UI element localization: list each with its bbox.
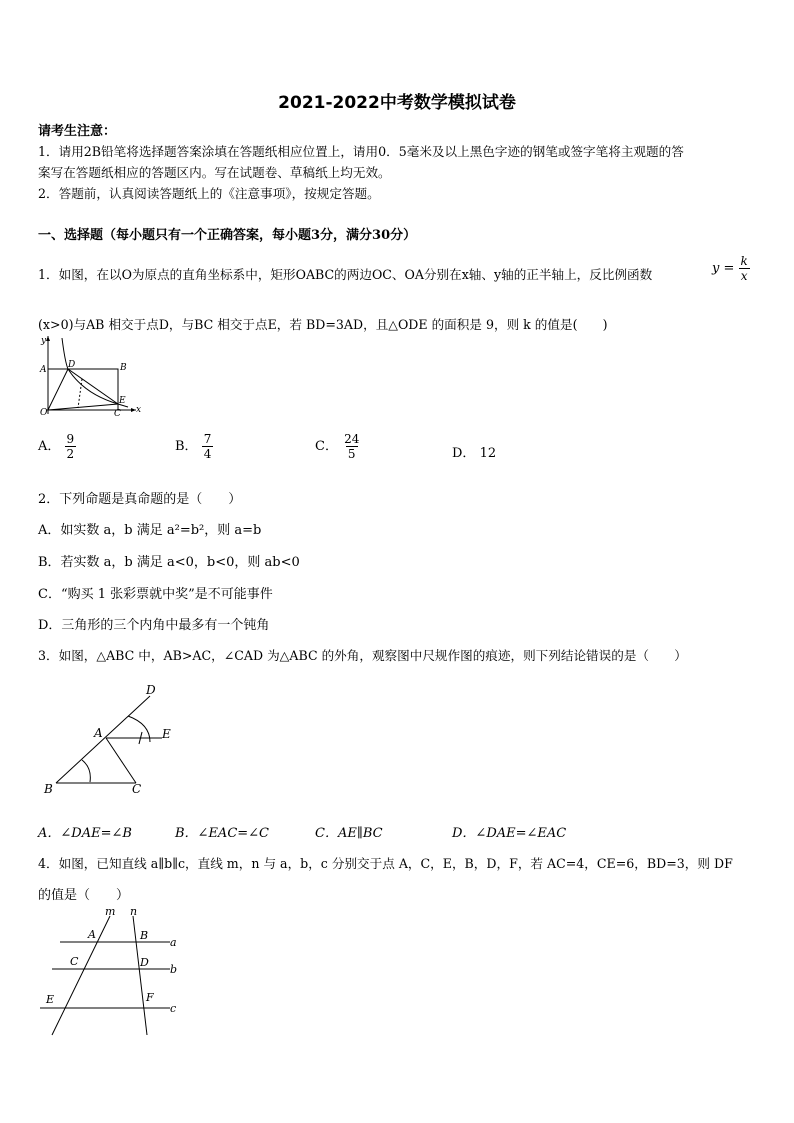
q1-segment-de bbox=[68, 369, 118, 404]
section-heading: 一、选择题（每小题只有一个正确答案，每小题3分，满分30分） bbox=[38, 228, 417, 243]
q3-arc-b bbox=[82, 760, 90, 782]
q3-figure bbox=[38, 680, 188, 800]
q3-label-c: C bbox=[132, 782, 142, 796]
q1-option-b[interactable] bbox=[175, 432, 213, 461]
q1-option-c-num: 24 bbox=[344, 432, 360, 446]
q4-label-c-line: c bbox=[170, 1002, 177, 1015]
q4-figure bbox=[30, 903, 190, 1038]
q2-option-c[interactable]: C．“购买 1 张彩票就中奖”是不可能事件 bbox=[38, 587, 273, 602]
q1-option-c-letter: C． bbox=[315, 439, 338, 454]
q4-line-m bbox=[52, 916, 110, 1035]
q1-label-b: B bbox=[120, 363, 127, 373]
q1-option-d-text: 12 bbox=[479, 446, 497, 461]
notice-line-1: 1．请用2B铅笔将选择题答案涂填在答题纸相应位置上，请用0．5毫米及以上黑色字迹的钢笔或签字笔将主观题的答 bbox=[38, 144, 684, 159]
q1-label-y: y bbox=[41, 336, 47, 346]
q1-segment-oe bbox=[48, 404, 118, 410]
q1-function-y: y = bbox=[712, 261, 735, 276]
q1-option-b-den: 4 bbox=[203, 447, 212, 461]
q4-label-a-line: a bbox=[170, 936, 177, 949]
q1-label-c: C bbox=[114, 409, 121, 416]
q1-option-c-den: 5 bbox=[347, 447, 356, 461]
q3-option-a[interactable]: A．∠DAE=∠B bbox=[38, 826, 132, 841]
q4-label-point-d: D bbox=[140, 956, 149, 969]
q3-option-d[interactable]: D．∠DAE=∠EAC bbox=[452, 826, 567, 841]
q1-option-b-letter: B． bbox=[175, 439, 198, 454]
q4-label-n: n bbox=[130, 905, 138, 918]
q4-stem-line-1: 4．如图，已知直线 a∥b∥c，直线 m，n 与 a，b，c 分别交于点 A，C，E，B，D，F，若 AC=4，CE=6，BD=3，则 DF bbox=[38, 856, 733, 871]
q1-option-d-letter: D． bbox=[452, 446, 476, 461]
q4-label-point-f: F bbox=[146, 991, 154, 1004]
page-title: 2021-2022中考数学模拟试卷 bbox=[278, 93, 516, 113]
q1-label-o: O bbox=[40, 408, 48, 416]
q2-option-d[interactable]: D．三角形的三个内角中最多有一个钝角 bbox=[38, 618, 270, 633]
q4-label-b-line: b bbox=[170, 963, 178, 976]
q1-label-d: D bbox=[68, 360, 76, 370]
q1-option-d[interactable] bbox=[452, 442, 496, 461]
notice-line-3: 2．答题前，认真阅读答题纸上的《注意事项》，按规定答题。 bbox=[38, 186, 380, 201]
q1-stem-line-2: (x>0)与AB 相交于点D，与BC 相交于点E，若 BD=3AD，且△ODE 的面积是 9，则 k 的值是( ) bbox=[38, 317, 608, 332]
q3-option-b[interactable]: B．∠EAC=∠C bbox=[175, 826, 270, 841]
notice-line-2: 案写在答题纸相应的答题区内。写在试题卷、草稿纸上均无效。 bbox=[38, 165, 391, 180]
q1-option-c[interactable] bbox=[315, 432, 361, 461]
q3-segment-ac bbox=[106, 738, 136, 783]
q2-option-b[interactable]: B．若实数 a，b 满足 a<0，b<0，则 ab<0 bbox=[38, 555, 300, 570]
q1-function bbox=[712, 254, 750, 283]
q1-label-e: E bbox=[119, 396, 126, 406]
q4-label-point-c: C bbox=[70, 955, 79, 968]
q3-ray-bd bbox=[56, 696, 150, 783]
q1-option-a-letter: A． bbox=[38, 439, 61, 454]
q1-option-a-num: 9 bbox=[66, 432, 75, 446]
notice-heading: 请考生注意： bbox=[38, 124, 117, 139]
q4-stem-line-2: 的值是（ ） bbox=[38, 888, 130, 903]
q3-label-d: D bbox=[146, 683, 156, 697]
q3-label-e: E bbox=[162, 727, 171, 741]
q3-label-a: A bbox=[94, 726, 103, 740]
q1-option-c-fraction bbox=[342, 432, 361, 461]
q1-label-a: A bbox=[40, 365, 47, 375]
q3-option-c[interactable]: C．AE∥BC bbox=[315, 826, 383, 841]
q1-figure bbox=[38, 332, 144, 416]
q1-label-x: x bbox=[136, 405, 142, 415]
q4-label-point-a: A bbox=[88, 928, 96, 941]
q2-stem: 2．下列命题是真命题的是（ ） bbox=[38, 492, 242, 507]
q1-option-b-num: 7 bbox=[203, 432, 212, 446]
q4-label-point-e: E bbox=[46, 993, 55, 1006]
q1-function-fraction bbox=[739, 254, 750, 283]
q4-label-point-b: B bbox=[140, 929, 149, 942]
q1-option-a-fraction bbox=[65, 432, 77, 461]
q4-label-m: m bbox=[105, 905, 116, 918]
q1-segment-od bbox=[48, 369, 68, 410]
q3-label-b: B bbox=[44, 782, 53, 796]
q1-y-arrow bbox=[46, 336, 50, 341]
q2-option-a[interactable]: A．如实数 a，b 满足 a²=b²，则 a=b bbox=[38, 523, 262, 538]
q1-function-num: k bbox=[740, 254, 748, 268]
q1-option-a[interactable] bbox=[38, 432, 76, 461]
q1-function-den: x bbox=[740, 269, 748, 283]
q3-stem: 3．如图，△ABC 中，AB>AC，∠CAD 为△ABC 的外角，观察图中尺规作图的痕迹，则下列结论错误的是（ ） bbox=[38, 648, 687, 663]
q1-option-a-den: 2 bbox=[66, 447, 75, 461]
q1-option-b-fraction bbox=[202, 432, 214, 461]
q1-stem-line-1: 1．如图，在以O为原点的直角坐标系中，矩形OABC的两边OC、OA分别在x轴、y轴的正半轴上，反比例函数 bbox=[38, 267, 653, 282]
